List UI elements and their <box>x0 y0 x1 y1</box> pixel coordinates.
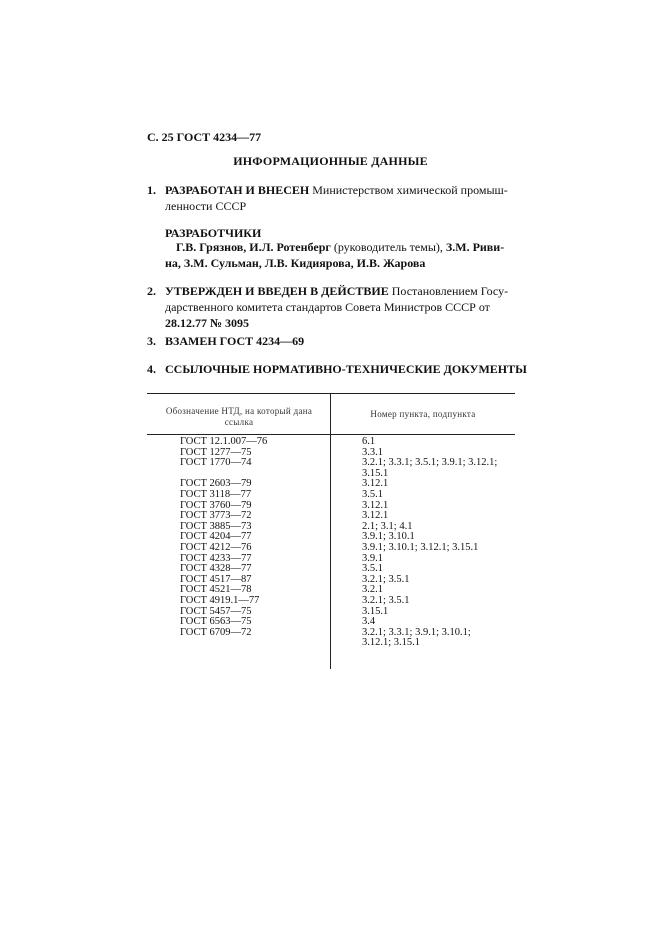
item-number: 3. <box>147 334 156 348</box>
table-cell-designation: ГОСТ 1277—75 <box>180 446 252 458</box>
table-row <box>147 543 515 554</box>
table-header-designation: Обозначение НТД, на который дана ссылка <box>165 406 313 427</box>
item-text: 28.12.77 № 3095 <box>165 316 250 330</box>
item-3 <box>147 333 304 349</box>
table-cell-designation: ГОСТ 3773—72 <box>180 510 252 522</box>
table-cell-clause: 3.15.1 <box>362 605 389 617</box>
table-row <box>147 628 515 639</box>
item-text: Министерством химической промыш- <box>309 183 508 197</box>
table-cell-clause: 6.1 <box>362 436 376 447</box>
table-cell-clause: 3.2.1; 3.5.1 <box>362 573 410 585</box>
item-text: ленности СССР <box>165 199 247 213</box>
item-lead: ВЗАМЕН ГОСТ 4234—69 <box>165 334 305 348</box>
table-cell-designation: ГОСТ 4517—87 <box>180 573 252 585</box>
page-header: С. 25 ГОСТ 4234—77 <box>147 130 262 144</box>
item-lead: ССЫЛОЧНЫЕ НОРМАТИВНО-ТЕХНИЧЕСКИЕ ДОКУМЕНТЫ <box>165 362 527 376</box>
table-header-rule <box>147 434 515 435</box>
table-top-rule <box>147 393 515 394</box>
table-cell-clause: 3.12.1 <box>362 499 389 511</box>
table-cell-designation: ГОСТ 4919.1—77 <box>180 594 260 606</box>
item-1 <box>147 182 508 214</box>
table-cell-designation: ГОСТ 4212—76 <box>180 541 252 553</box>
developer-role: (руководитель темы), <box>330 240 446 254</box>
item-number: 4. <box>147 362 156 376</box>
table-cell-clause: 2.1; 3.1; 4.1 <box>362 520 413 532</box>
table-row <box>147 437 515 448</box>
table-cell-clause: 3.9.1 <box>362 552 383 564</box>
table-cell-clause: 3.4 <box>362 616 376 628</box>
table-row <box>147 596 515 607</box>
table-body <box>147 437 515 649</box>
developer-names: З.М. Риви- <box>445 240 505 254</box>
table-cell-designation: ГОСТ 4521—78 <box>180 584 252 596</box>
table-cell-designation <box>147 638 330 649</box>
table-cell-clause: 3.12.1 <box>362 510 389 522</box>
table-cell-designation: ГОСТ 4204—77 <box>180 531 252 543</box>
table-cell-clause: 3.12.1; 3.15.1 <box>362 637 421 649</box>
table-cell-designation: ГОСТ 3885—73 <box>180 520 252 532</box>
table-cell-clause: 3.9.1; 3.10.1; 3.12.1; 3.15.1 <box>362 541 479 553</box>
table-cell-designation: ГОСТ 4233—77 <box>180 552 252 564</box>
table-cell-clause: 3.15.1 <box>362 467 389 479</box>
developers-list <box>165 239 504 271</box>
table-cell-clause: 3.2.1 <box>362 584 383 596</box>
table-cell-clause: 3.5.1 <box>362 563 383 575</box>
item-text: дарственного комитета стандартов Совета Министров СССР от <box>165 300 490 314</box>
table-cell-clause: 3.2.1; 3.3.1; 3.9.1; 3.10.1; <box>362 626 471 638</box>
table-cell-designation: ГОСТ 1770—74 <box>180 457 252 469</box>
table-cell-designation: ГОСТ 6709—72 <box>180 626 252 638</box>
table-cell-designation: ГОСТ 2603—79 <box>180 478 252 490</box>
item-number: 1. <box>147 183 156 197</box>
item-lead: УТВЕРЖДЕН И ВВЕДЕН В ДЕЙСТВИЕ <box>165 284 389 298</box>
item-2 <box>147 283 508 331</box>
table-cell-clause: 3.12.1 <box>362 478 389 490</box>
page-title: ИНФОРМАЦИОННЫЕ ДАННЫЕ <box>233 154 428 168</box>
developer-names: Г.В. Грязнов, И.Л. Ротенберг <box>176 240 331 254</box>
table-cell-clause: 3.3.1 <box>362 446 383 458</box>
table-cell-designation: ГОСТ 6563—75 <box>180 616 252 628</box>
table-row <box>147 638 515 649</box>
item-4 <box>147 361 527 377</box>
table-row <box>147 490 515 501</box>
developers-title: РАЗРАБОТЧИКИ <box>165 226 262 240</box>
table-cell-designation: ГОСТ 5457—75 <box>180 605 252 617</box>
developer-names: на, З.М. Сульман, Л.В. Кидиярова, И.В. Жарова <box>165 256 426 270</box>
references-table <box>147 393 515 669</box>
table-cell-clause: 3.2.1; 3.5.1 <box>362 594 410 606</box>
item-number: 2. <box>147 284 156 298</box>
table-cell-clause: 3.9.1; 3.10.1 <box>362 531 415 543</box>
table-row <box>147 458 515 469</box>
table-header-clause: Номер пункта, подпункта <box>370 409 476 419</box>
table-cell-designation: ГОСТ 3760—79 <box>180 499 252 511</box>
table-cell-designation: ГОСТ 4328—77 <box>180 563 252 575</box>
item-text: Постановлением Госу- <box>388 284 509 298</box>
table-cell-designation: ГОСТ 12.1.007—76 <box>180 436 268 447</box>
table-cell-clause: 3.5.1 <box>362 488 383 500</box>
item-lead: РАЗРАБОТАН И ВНЕСЕН <box>165 183 310 197</box>
table-cell-designation: ГОСТ 3118—77 <box>180 488 252 500</box>
table-cell-clause: 3.2.1; 3.3.1; 3.5.1; 3.9.1; 3.12.1; <box>362 457 498 469</box>
